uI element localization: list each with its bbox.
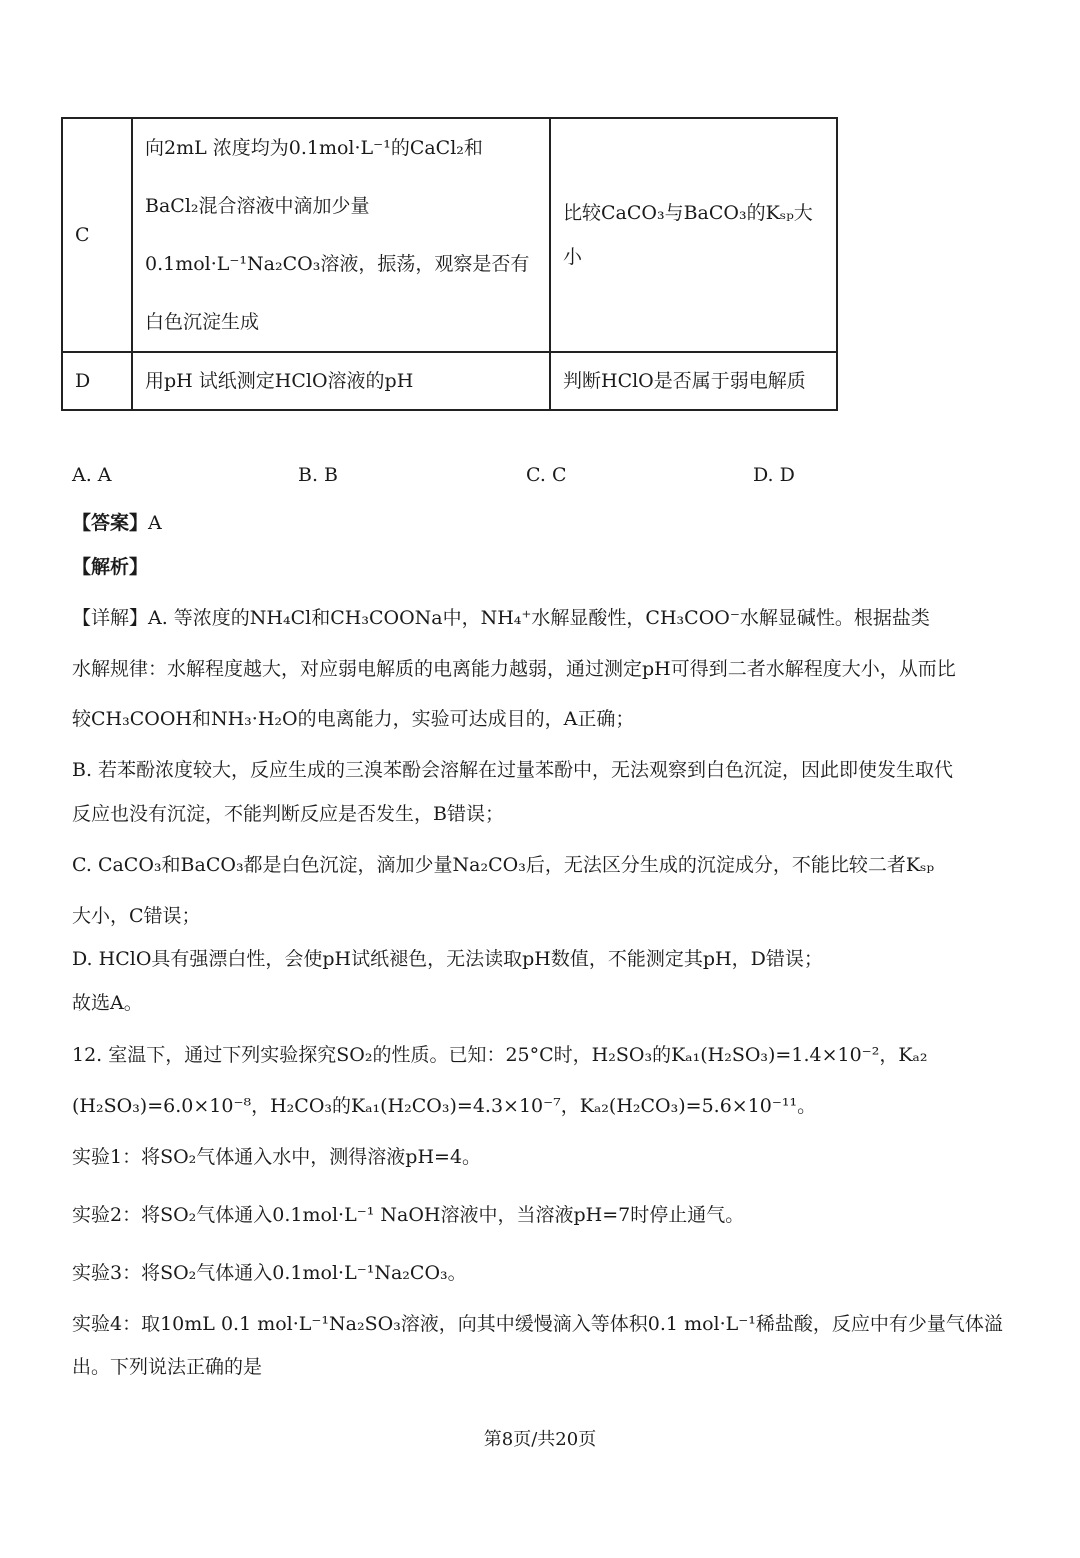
question-line: 12. 室温下，通过下列实验探究SO₂的性质。已知：25°C时，H₂SO₃的Kₐ₁(H₂SO₃)=1.4×10⁻²，Kₐ₂: [72, 1044, 928, 1066]
operation-line: 用pH 试纸测定HClO溶液的pH: [145, 370, 414, 392]
question-line: 实验4：取10mL 0.1 mol·L⁻¹Na₂SO₃溶液，向其中缓慢滴入等体积0.1 mol·L⁻¹稀盐酸，反应中有少量气体溢: [72, 1313, 1003, 1335]
question-line: (H₂SO₃)=6.0×10⁻⁸，H₂CO₃的Kₐ₁(H₂CO₃)=4.3×10⁻⁷，Kₐ₂(H₂CO₃)=5.6×10⁻¹¹。: [72, 1095, 817, 1117]
detail-line: 反应也没有沉淀，不能判断反应是否发生，B错误；: [72, 803, 504, 825]
analysis-tag: 【解析】: [72, 556, 149, 578]
detail-line: 故选A。: [72, 992, 143, 1014]
row-label: D: [62, 352, 132, 410]
option-c: C. C: [526, 464, 567, 486]
table-row: [62, 352, 837, 410]
operation-line: BaCl₂混合溶液中滴加少量: [145, 195, 370, 217]
question-line: 实验2：将SO₂气体通入0.1mol·L⁻¹ NaOH溶液中，当溶液pH=7时停止通气。: [72, 1204, 745, 1226]
purpose-cell: [550, 352, 837, 410]
option-d: D. D: [753, 464, 795, 486]
option-a: A. A: [72, 464, 112, 486]
purpose-line: 小: [563, 246, 583, 268]
detail-line: B. 若苯酚浓度较大，反应生成的三溴苯酚会溶解在过量苯酚中，无法观察到白色沉淀，因此即使发生取代: [72, 759, 954, 781]
operation-cell: [132, 352, 550, 410]
row-label: C: [62, 118, 132, 352]
detail-line: 水解规律：水解程度越大，对应弱电解质的电离能力越弱，通过测定pH可得到二者水解程度大小，从而比: [72, 658, 956, 680]
answer-line: [72, 508, 162, 535]
operation-line: 向2mL 浓度均为0.1mol·L⁻¹的CaCl₂和: [145, 137, 483, 159]
detail-line: 较CH₃COOH和NH₃·H₂O的电离能力，实验可达成目的，A正确；: [72, 708, 635, 730]
detail-line: 大小，C错误；: [72, 905, 201, 927]
detail-line: C. CaCO₃和BaCO₃都是白色沉淀，滴加少量Na₂CO₃后，无法区分生成的沉淀成分，不能比较二者Kₛₚ: [72, 854, 935, 876]
detail-line: 【详解】A. 等浓度的NH₄Cl和CH₃COONa中，NH₄⁺水解显酸性，CH₃COO⁻水解显碱性。根据盐类: [72, 607, 930, 629]
table-row: [62, 118, 837, 352]
operation-line: 0.1mol·L⁻¹Na₂CO₃溶液，振荡，观察是否有: [145, 253, 530, 275]
experiment-table: [61, 117, 838, 411]
page-footer: 第8页/共20页: [483, 1429, 597, 1450]
option-b: B. B: [298, 464, 339, 486]
answer-value: A: [148, 512, 162, 534]
answer-tag: 【答案】: [72, 512, 149, 534]
purpose-cell: [550, 118, 837, 352]
purpose-line: 判断HClO是否属于弱电解质: [563, 370, 806, 392]
operation-line: 白色沉淀生成: [145, 311, 260, 333]
question-line: 实验3：将SO₂气体通入0.1mol·L⁻¹Na₂CO₃。: [72, 1262, 467, 1284]
operation-cell: [132, 118, 550, 352]
question-line: 出。下列说法正确的是: [72, 1356, 263, 1378]
detail-line: D. HClO具有强漂白性，会使pH试纸褪色，无法读取pH数值，不能测定其pH，D错误；: [72, 948, 823, 970]
question-line: 实验1：将SO₂气体通入水中，测得溶液pH=4。: [72, 1146, 482, 1168]
purpose-line: 比较CaCO₃与BaCO₃的Kₛₚ大: [563, 202, 813, 224]
